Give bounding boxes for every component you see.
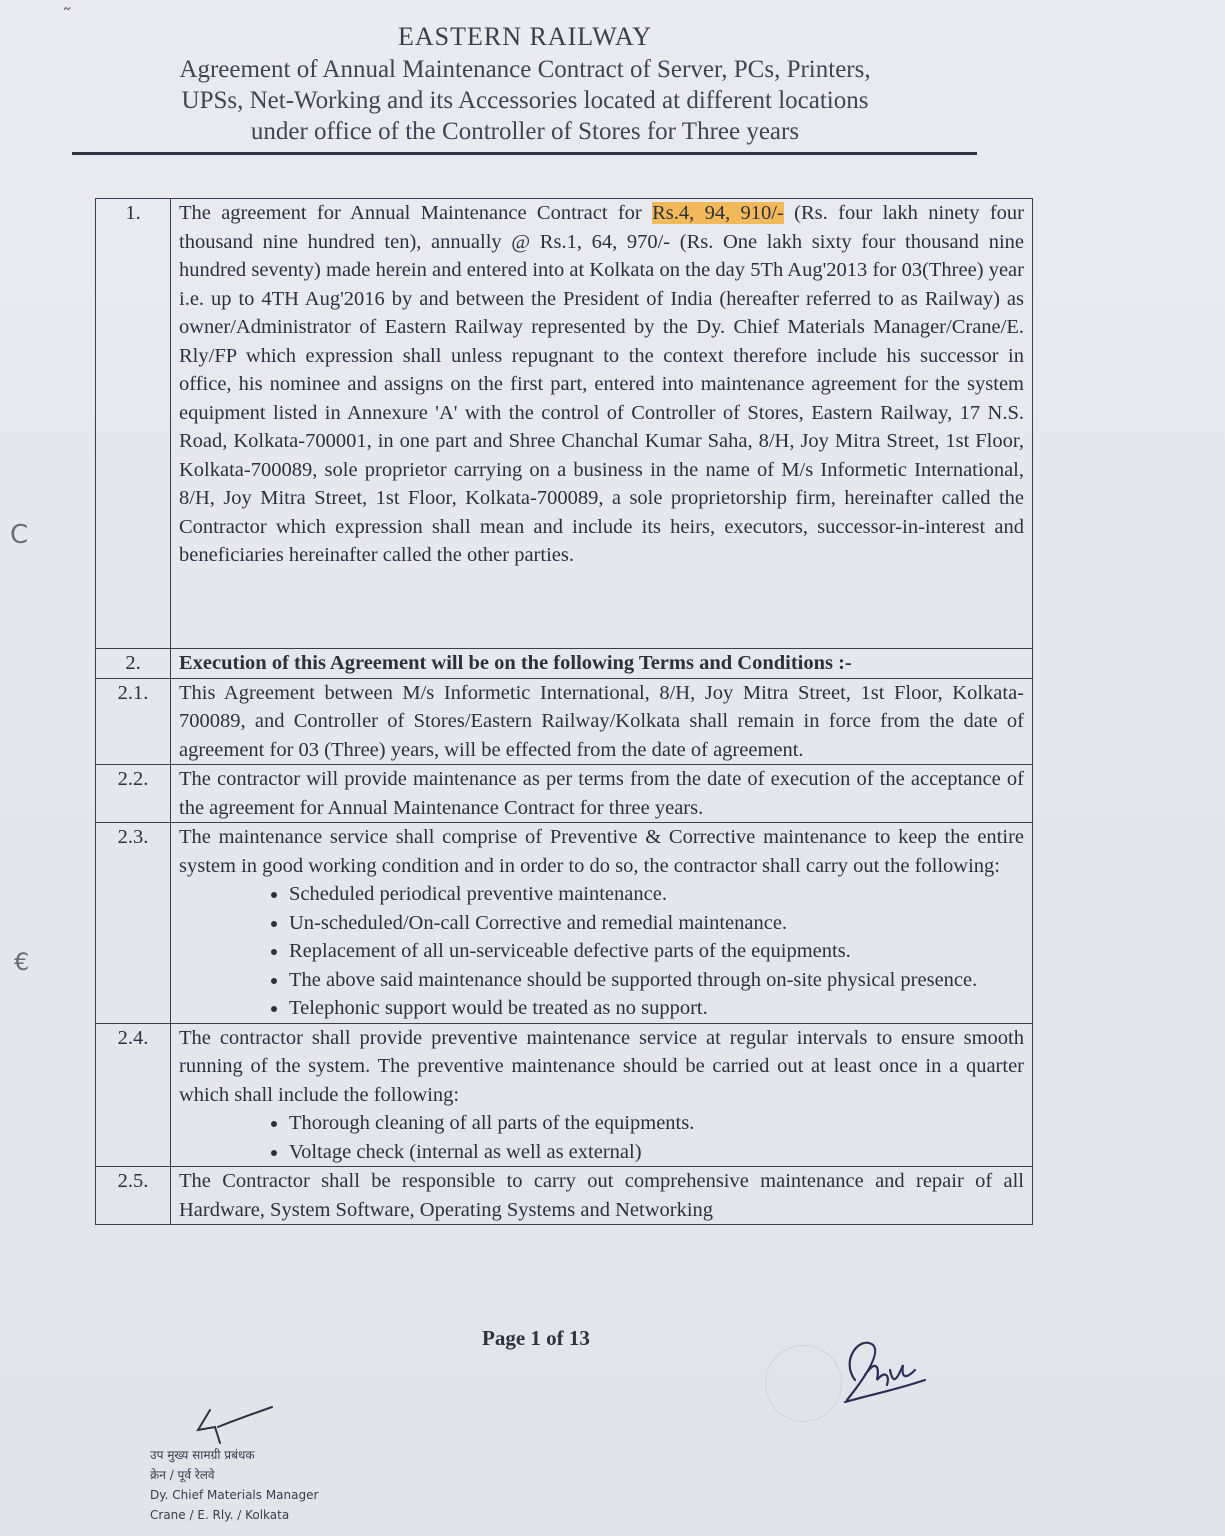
title-line: UPSs, Net-Working and its Accessories located at different locations	[181, 87, 869, 114]
clause-row	[96, 823, 1033, 1024]
list-item: • Thorough cleaning of all parts of the equipments.	[289, 1109, 1024, 1138]
bullet-list	[179, 880, 1024, 1023]
signature-saha	[835, 1330, 930, 1410]
clause-number: 2.4.	[96, 1023, 171, 1167]
clause-row	[96, 678, 1033, 765]
corner-mark: ˜	[62, 4, 72, 28]
clause-number: 2.	[96, 649, 171, 679]
clause-row	[96, 649, 1033, 679]
list-item: • Replacement of all un-serviceable defective parts of the equipments.	[289, 937, 1024, 966]
list-item: • Telephonic support would be treated as no support.	[289, 994, 1024, 1023]
list-item: • Voltage check (internal as well as external)	[289, 1138, 1024, 1167]
clause-row	[96, 1167, 1033, 1225]
agreement-title	[60, 54, 990, 147]
highlighted-amount: Rs.4, 94, 910/-	[652, 202, 784, 224]
list-item: • The above said maintenance should be supported through on-site physical presence.	[289, 966, 1024, 995]
faded-seal	[765, 1345, 842, 1422]
list-item: • Un-scheduled/On-call Corrective and remedial maintenance.	[289, 909, 1024, 938]
clause-number: 2.2.	[96, 765, 171, 823]
clause-text: The contractor shall provide preventive maintenance service at regular intervals to ensure smooth running of the system. The preventive maintenance should be carried out at least once in a quarter which shall include the following: • Thorough cleaning of all parts of the equipments. • Voltage check (internal as well as external)	[171, 1023, 1033, 1167]
clause-text: This Agreement between M/s Informetic International, 8/H, Joy Mitra Street, 1st Floor, Kolkata-700089, and Controller of Stores/Eastern Railway/Kolkata shall remain in force from the date of agreement for 03 (Three) years, will be effected from the date of agreement.	[171, 678, 1033, 765]
officer-stamp: उप मुख्य सामग्री प्रबंधक क्रेन / पूर्व रेलवे Dy. Chief Materials Manager Crane / E. Rly. / Kolkata	[150, 1448, 319, 1522]
signature-officer	[190, 1405, 280, 1445]
title-line: Agreement of Annual Maintenance Contract of Server, PCs, Printers,	[179, 56, 871, 83]
clause-heading: Execution of this Agreement will be on the following Terms and Conditions :-	[171, 649, 1033, 679]
clause-text: The agreement for Annual Maintenance Contract for Rs.4, 94, 910/- (Rs. four lakh ninety four thousand nine hundred ten), annually @ Rs.1, 64, 970/- (Rs. One lakh sixty four thousand nine hundred seventy) made herein and entered into at Kolkata on the day 5Th Aug'2013 for 03(Three) year i.e. up to 4TH Aug'2016 by and between the President of India (hereafter referred to as Railway) as owner/Administrator of Eastern Railway represented by the Dy. Chief Materials Manager/Crane/E. Rly/FP which expression shall unless repugnant to the context therefore include his successor in office, his nominee and assigns on the first part, entered into maintenance agreement for the system equipment listed in Annexure 'A' with the control of Controller of Stores, Eastern Railway, 17 N.S. Road, Kolkata-700001, in one part and Shree Chanchal Kumar Saha, 8/H, Joy Mitra Street, 1st Floor, Kolkata-700089, sole proprietor carrying on a business in the name of M/s Informetic International, 8/H, Joy Mitra Street, 1st Floor, Kolkata-700089, a sole proprietorship firm, hereinafter called the Contractor which expression shall mean and include its heirs, executors, successor-in-interest and beneficiaries hereinafter called the other parties.	[171, 199, 1033, 649]
document-header	[60, 22, 990, 147]
clause-text: The Contractor shall be responsible to carry out comprehensive maintenance and repair of all Hardware, System Software, Operating Systems and Networking	[171, 1167, 1033, 1225]
org-title: EASTERN RAILWAY	[397, 22, 653, 51]
bullet-list	[179, 1109, 1024, 1166]
clause-text: The maintenance service shall comprise of Preventive & Corrective maintenance to keep the entire system in good working condition and in order to do so, the contractor shall carry out the following: • Scheduled periodical preventive maintenance. • Un-scheduled/On-call Corrective and remedial maintenance. • Replacement of all un-serviceable defective parts of the equipments. • The above said maintenance should be supported through on-site physical presence. • Telephonic support would be treated as no support.	[171, 823, 1033, 1024]
clause-number: 1.	[96, 199, 171, 649]
margin-mark: €	[14, 948, 30, 976]
margin-mark: C	[10, 520, 29, 550]
list-item: • Scheduled periodical preventive maintenance.	[289, 880, 1024, 909]
clause-row	[96, 199, 1033, 649]
header-divider	[72, 152, 977, 155]
page-number: Page 1 of 13	[482, 1326, 590, 1350]
title-line: under office of the Controller of Stores for Three years	[250, 118, 800, 145]
clause-number: 2.3.	[96, 823, 171, 1024]
clause-text: The contractor will provide maintenance as per terms from the date of execution of the acceptance of the agreement for Annual Maintenance Contract for three years.	[171, 765, 1033, 823]
clause-row	[96, 1023, 1033, 1167]
clause-number: 2.1.	[96, 678, 171, 765]
clause-row	[96, 765, 1033, 823]
clause-number: 2.5.	[96, 1167, 171, 1225]
terms-table	[95, 198, 1033, 1225]
